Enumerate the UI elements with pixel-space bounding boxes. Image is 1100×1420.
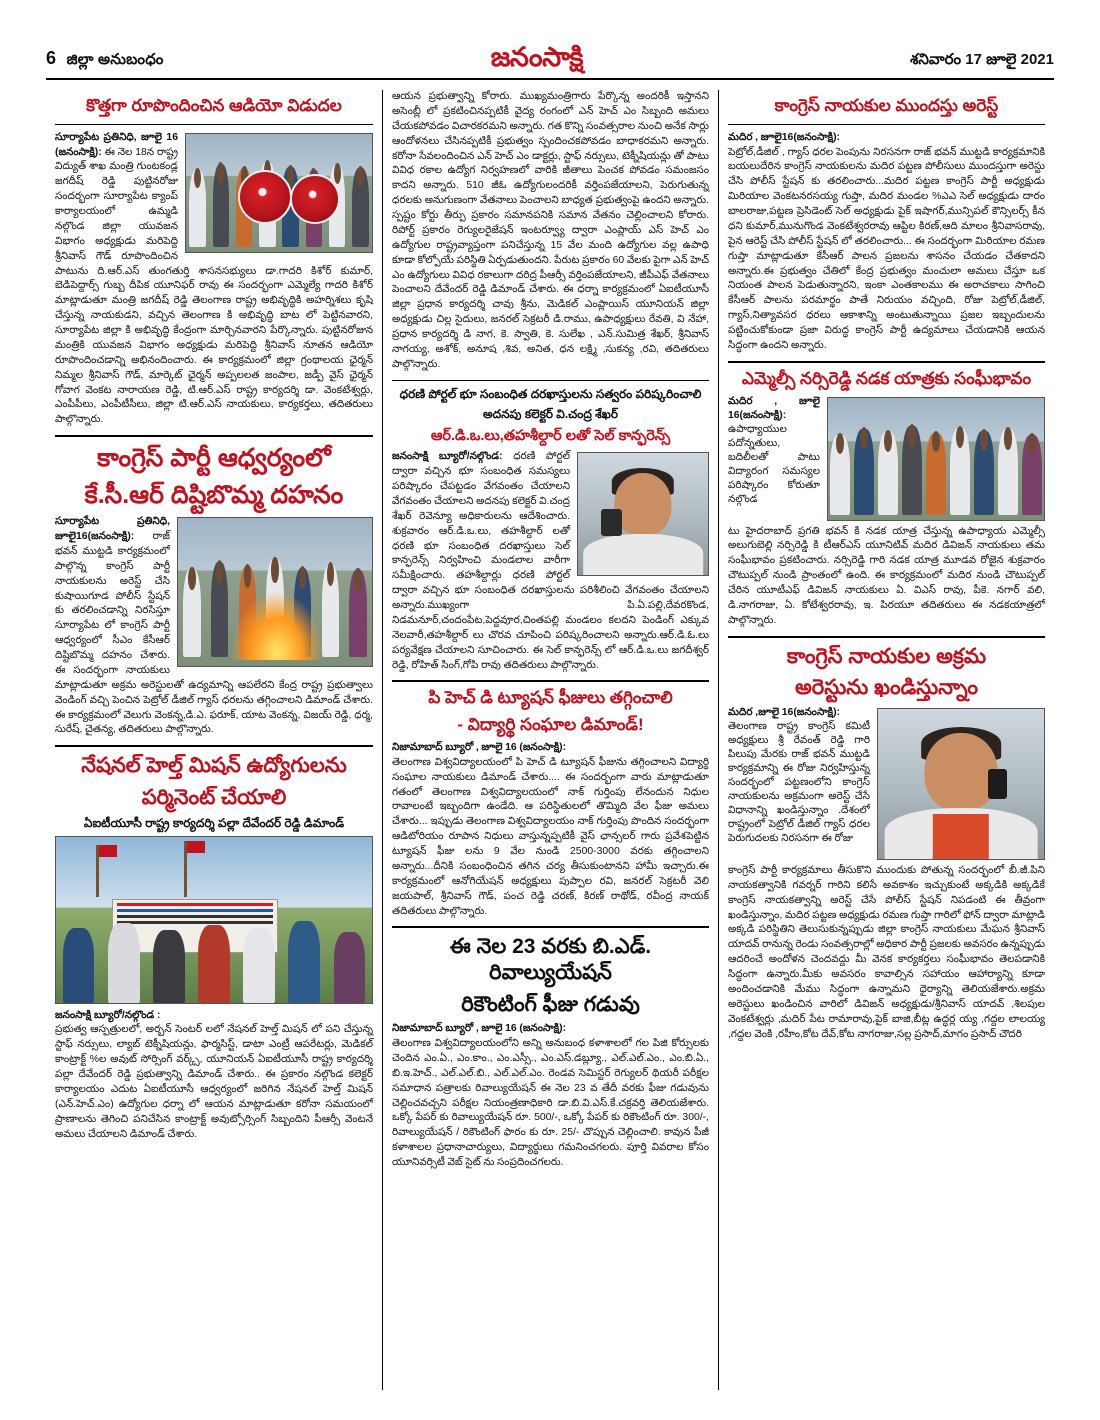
headline-line-1: కాంగ్రెస్ పార్టీ ఆధ్వర్యంలో xyxy=(97,444,331,473)
article-phd-fees xyxy=(392,688,709,919)
dateline: మదిర ,జూలై 16(జనంసాక్షి): xyxy=(728,706,841,718)
headline-line-2: - విద్యార్థి సంఘాల డిమాండ్! xyxy=(457,715,644,735)
body-text: పెట్రోల్,డీజిల్ , గ్యాస్ ధరల పెంపును నిరసనగా రాజ్ భవన్ ముట్టడి కార్యక్రమానికి బయలుదేరిన కాంగ్రెస్ నాయకులను మదిర పట్టణ పోలీసులు ముందస్తుగా అరెస్టు చేసి పోలీస్ స్టేషన్ కు తరలించారు...మదిర పట్టణ కాంగ్రెస్ పార్టీ అధ్యక్షుడు మిరియాల వెంకటనరసయ్య గుప్తా, మదిర మండల %ఎఎ సెల్ అధ్యక్షుడు దారం బాలరాజు,పట్టణ ప్రెసిడెంట్ సెల్ అధ్యక్షుడు పైక్ ఇషాగర్,మున్సిపల్ కౌన్సిలర్స్ కీన ధని కుమార్,మునుగొండ వెంకటేశ్వరరావు ఆప్టిల కిరణ్,ఆది మాలం శ్రీనివాసరావు, పైన ఆరెస్ట్ చేసి పోలీస్ స్టేషన్ లో తరలించారు... ఈ సందర్భంగా మిరియాల రమణ గుప్తా మాట్లాడుతూ కేసీఆర్ పాలన ప్రజలను శాసనం చేయడం చేతకాదని అన్నారు.ఈ ప్రభుత్వం చేతిలో కేంద్ర ప్రభుత్వం మంచులా అమలు చేస్తూ ఒక నియంత పాలన పెడుతున్నారని, ఇంకా ఎంతకాలము ఈ అరాచకాలు సాగించి కేసీఆర్ పాలను పరమార్థం పాతే నిరుయం వచ్చింది, రోజు పెట్రోల్,డీజిల్, గ్యాస్,నిత్యావసర ధరలు ఆకాశాన్ని అంటుతున్నాయి ప్రజల ఇబ్బందులను పట్టించుకోకుండా ప్రజా విరుద్ధ కాంగ్రెస్ పార్టీ ఉద్యమాలు చేయడానికి ఆయన సిద్ధంగా ఉందని అన్నారు. xyxy=(728,146,1045,351)
article-mlc-walkathon xyxy=(728,369,1045,629)
column-grid xyxy=(46,90,1054,1390)
article-photo xyxy=(827,397,1045,521)
article-congress-arrest xyxy=(728,96,1045,354)
section-name: జిల్లా అనుబంధం xyxy=(66,51,164,68)
paper-logo: జనంసాక్షి xyxy=(490,42,583,72)
body-text: ఆయన ప్రభుత్వాన్ని కోరారు. ముఖ్యమంత్రిగారు పేర్కొన్న అందరికీ ఇస్తానని అసెంబ్లీ లో ప్రకటించినప్పటికీ వైద్య రంగంలో ఎన్ హెచ్ ఎం సిబ్బంది అమలు చేయకపోవడం విచారకరమని అన్నారు. గత కొన్ని సంవత్సరాల నుంచి అనేక సార్లు ఆందోళనలు చేసినప్పటికీ ప్రభుత్వం స్పందించకపోవడం బాధాకరమని అన్నారు. కరోనా సేవలందించిన ఎన్ హెచ్ ఎం డాక్టర్లు, స్టాఫ్ నర్సులు, టెక్నీషియన్లు తో పాటు వివిధ రకాల ఉద్యోగ నిర్వహణలో వారికి జీతాలు పెంచక పోవడం సమంజసం కాదని అన్నారు. 510 జీఓ ఉద్యోగులందరికీ వర్తింపజేయాలని, పెరుగుతున్న ధరలకు అనుగుణంగా వేతనాలు పెంచాలని బాధ్యత ప్రభుత్వంపై ఉందని అన్నారు. స్పష్టం కోర్టు తీర్పు ప్రకారం సమానపనికి సమాన వేతనం చెల్లించాలని కోరారు. రిపోర్ట్ ప్రకారం రెగ్యులరైజేషన్ ఇంటర్వ్యూ ద్వారా ఎంప్లాయ్ ఎస్ హెచ్ ఎం ఉద్యోగుల రాష్ట్రవ్యాప్తంగా పనిచేస్తున్న 15 వేల మంది ఉద్యోగుల వల్ల ఉపాధి కూడా కోల్పోయే పరిస్థితి ఏర్పడుతుందని. పేరుట ప్రకారం 60 వేలకు పైగా ఎన్ హెచ్ ఎం ఉద్యోగులు వివిధ రకాలుగా దరిద్ర పీఆర్సీ వర్తింపజేయాలని, జీపీఎఫ్ వేతనాలు పెంచాలని దేవేందర్ రెడ్డి డిమాండ్ చేశారు. ఈ ధర్నా కార్యక్రమంలో ఏఐటీయూసీ జిల్లా ప్రధాన కార్యదర్శి చావు శ్రీను, మెడికల్ ఎంప్లాయిస్ యూనియన్ జిల్లా అధ్యక్షుడు చిల్ల సైదులు, జనరల్ సెక్రటరీ డి.రాము, ఉపాధ్యక్షులు రేవతి, వి నేహా, ప్రధాన కార్యదర్శి డి నాగ, కె. స్వాతి, కె. సులేఖ , ఎన్.సుమిత్ర శేఖర్, శ్రీనివాస్ నాగయ్య, అశోక్, అనూష ,శివ, అనిత, ధన లక్ష్మి ,సుకన్య ,రవి, తదితరులు పాల్గొన్నారు. xyxy=(392,91,709,370)
column-2 xyxy=(382,90,718,1390)
body-text: టు హైదరాబాద్ ప్రగతి భవన్ కి నడక యాత్ర చేస్తున్న ఉపాధ్యాయ ఎమ్మెల్సీ అలుగుబెల్లి నర్సిరెడ్డి కి టీఆర్ఎస్ యూనిటివ్ మదిర డివిజన్ నాయకులు తమ సంఘీభావం ప్రకటించారు. నర్సిరెడ్డి గారి నడక యాత్ర మూడవ రోజైన శుక్రవారం చౌటుప్పల్ నుండి ప్రాంతంలో ఉంది. ఈ కార్యక్రమంలో మదిర నుండి చౌటుప్పల్ చేరిన యూటీఎఫ్ డివిజన్ నాయకులు ఏ. విఎస్ రావు, పీకె. నగార్ వలి, డి.నాగరాజు, ఏ. కోటేశ్వరరావు, ఇ. పిరయూ తదితరులు ఈ నడకయాత్రలో పాల్గొన్నారు. xyxy=(728,525,1045,626)
article-nhm-continued xyxy=(392,90,709,373)
article-photo xyxy=(577,452,709,576)
headline-line-2: పర్మినెంట్ చేయాలి xyxy=(141,785,287,809)
column-1 xyxy=(46,90,382,1390)
body-text: ధరణి పోర్టల్ ద్వారా వచ్చిన భూ సంబంధిత సమస్యలు పరిష్కారం చేపట్టడం వేగవంతం చేయాలని వేగవంతం చేయాలని అదనపు కలెక్టర్ వి.చంద్ర శేఖర్ రెవెన్యూ అధికారులను ఆదేశించారు. శుక్రవారం ఆర్.డి.ఒ.లు, తహశీల్దార్ లతో ధరణి భూ సంబంధిత దరఖాస్తులు సెల్ కాన్ఫరెన్స్ నిర్వహించి మండలాల వారీగా సమీక్షించారు. తహశీల్దార్లు ధరణి పోర్టల్ ద్వారా వచ్చిన భూ సంబంధిత దరఖాస్తులను పరిశీలించి వేగవంతం చేయాలని అన్నారు.ముఖ్యంగా పి.ఏ.పల్లి,దేవరకొండ, నిడమనూర్,చందంపేట,పెద్దవూర,చింతపల్లి మండలం కలదని పెండింగ్ ఎక్కువ నెలవారీ,తహశీల్దార్ లు చొరవ చూపించి పరిష్కరించాలని అన్నారు.ఆర్.డి.ఓ.లు పర్యవేక్షణ చేయాలని సూచించారు. ఈ సెల్ కాన్ఫరెన్స్ లో ఆర్.డి.ఒ.లు జగదీశ్వర్ రెడ్డి, రోహిత్ సింగ్,గోపి రావు తదితరులు పాల్గొన్నారు. xyxy=(392,451,709,671)
masthead-left xyxy=(46,48,164,72)
body-text: తెలంగాణ విశ్వవిద్యాలయంలోని అన్ని అనుబంధ కళాశాలలో గల పిజి కోర్సులకు చెందిన ఎం.ఏ., ఎం.కాం., ఎం.ఎస్సీ., ఎం.ఎస్.డబ్ల్యూ., ఎల్.ఎల్.ఎం., ఎం.బి.ఏ., బి.ఇ.హెచ్., ఎల్.ఎల్.బి., ఎల్.ఎల్.ఎం. రెండవ సెమిస్టర్ రెగ్యులర్ థియరీ పరీక్షల సమాధాన పత్రాలకు రివాల్యుయేషన్ ఈ నెల 23 వ తేదీ వరకు ఫీజు గడువును చెల్లించవచ్చని పరీక్షల నియంత్రణాధికారి డా.బి.వి.ఎస్.కే.చక్రవర్తి తెలియజేశారు. ఒక్కో పేపర్ కు రివాల్యుయేషన్ రూ. 500/-, ఒక్కో పేపర్ కు రికౌంటింగ్ రూ. 300/-, రివాల్యుయేషన్ / రికౌంటింగ్ ఫారం కు రూ. 25/- చొప్పున చెల్లించాలి. కావున పీజీ కళాశాలల ప్రధానాచార్యులు, విద్యార్థులు గమనించగలరు. పూర్తి వివరాల కోసం యూనివర్సిటీ వెబ్ సైట్ ను సంప్రదించగలరు. xyxy=(392,1038,709,1169)
article-photo xyxy=(55,836,373,1004)
body-text: ప్రభుత్వ ఆస్పత్రులలో, అర్బన్ సెంటర్ లలో నేషనల్ హెల్త్ మిషన్ లో పని చేస్తున్న స్టాఫ్ నర్సులు, ల్యాబ్ టెక్నీషియన్లు, ఫార్మసిస్ట్, డాటా ఎంట్రీ ఆపరేటర్లు, మెడికల్ కాంట్రాక్ట్ %ల అవుట్ సోర్సింగ్ వర్క్స్, యూనియన్ ఏఐటీయూసీ రాష్ట్ర కార్యదర్శి పల్లా దేవేందర్ రెడ్డి ప్రభుత్వాన్ని డిమాండ్ చేశారు.. ఈ ప్రకారం నల్గొండ కలెక్టర్ కార్యాలయం ఎదుట ఏఐటీయూసీ ఆధ్వర్యంలో జరిగిన నేషనల్ హెల్త్ మిషన్ (ఎన్.హెచ్.ఎం) ఉద్యోగుల ధర్నా లో ఆయన మాట్లాడుతూ కరోనా సమయంలో ప్రాణాలను తెగించి పనిచేసిన కాంట్రాక్ట్ అవుట్సోర్సింగ్ సిబ్బందిని పీఆర్సీ వెంటనే అమలు చేయాలని డిమాండ్ చేశారు. xyxy=(55,1024,373,1140)
headline-line-2: అరెస్టును ఖండిస్తున్నాం xyxy=(795,676,978,700)
headline-line-2: కే.సీ.ఆర్ దిష్టిబొమ్మ దహనం xyxy=(84,480,344,509)
page-number: 6 xyxy=(46,48,57,68)
article-kcr-effigy xyxy=(55,443,373,738)
dateline: మదిర , జూలై 16(జనంసాక్షి): xyxy=(728,395,820,421)
article-body xyxy=(392,741,709,920)
column-3 xyxy=(718,90,1054,1390)
headline-line-1: ఈ నెల 23 వరకు బి.ఎడ్. రివాల్యుయేషన్ xyxy=(449,935,652,985)
headline-line-1: నేషనల్ హెల్త్ మిషన్ ఉద్యోగులను xyxy=(81,754,347,778)
headline-line-1: కాంగ్రెస్ నాయకుల అక్రమ xyxy=(786,644,987,668)
body-lead-text: తెలంగాణ రాష్ట్ర కాంగ్రెస్ కమిటీ అధ్యక్షులు శ్రీ రేవంత్ రెడ్డి గారి పిలుపు మేరకు రాజ్ భవన్ ముట్టడి కార్యక్రమాన్ని ఈ రోజు నిర్వహిస్తున్న సందర్భంలో పట్టణంలోని కాంగ్రెస్ నాయకులను అక్రమంగా అరెస్ట్ చేసే విధానాన్ని ఖండిస్తున్నాం .దేశంలో రాష్ట్రంలో పెట్రోల్ డీజిల్ గ్యాస్ ధరల పెరుగుదలకు నిరసనగా ఈ రోజు xyxy=(728,720,870,845)
subheadline: ఏఐటీయూసీ రాష్ట్ర కార్యదర్శి పల్లా దేవేందర్ రెడ్డి డిమాండ్ xyxy=(83,815,345,830)
headline-line-2: రికౌంటింగ్ ఫీజు గడువు xyxy=(461,992,640,1016)
body-lead-text: ఉపాధ్యాయుల పదోన్నతులు, బదిలీలతో పాటు విద్యారంగ సమస్యల పరిష్కారం కోరుతూ నల్గొండ xyxy=(728,423,820,505)
article-photo xyxy=(185,133,373,253)
dateline: సూర్యాపేట ప్రతినిధి, జూలై 16 (జనంసాక్షి): xyxy=(55,131,178,158)
article-body xyxy=(728,864,1045,1043)
dateline: జనంసాక్షి బ్యూరో/నల్గొండ : xyxy=(55,1009,161,1021)
body-text: ఈ నెల 18న రాష్ట్ర విద్యుత్ శాఖ మంత్రి గుంటకండ్ల జగదీష్ రెడ్డి పుట్టినరోజు సందర్భంగా సూర్యాపేట క్యాంప్ కార్యాలయంలో ఉమ్మడి నల్గొండ జిల్లా యువజన విభాగం అధ్యక్షుడు మరిపెద్ది శ్రీనివాస్ గౌడ్ రూపొందించిన పాటును ది.ఆర్.ఎస్ తుంగతుర్తి శాసనసభ్యులు డా.గాదరి కిశోర్ కుమార్, బెడిపెద్దార్స్ గుబ్బ దీపిక యూనిఫర్ రావు ఈ సందర్భంగా ఎమ్మెల్యే గాదరి కిశోర్ మాట్లాడుతూ మంత్రి జగదీష్ రెడ్డి తెలంగాణ రాష్ట్ర అభివృద్ధికి అహర్నిశలు కృషి చేస్తున్న నాయకుడని, వచ్చిన తెలంగాణ కి అభివృద్ధి బాట లో పెట్టినవారని, సూర్యాపేట జిల్లా కి అభివృద్ధి కేంద్రంగా మార్చినవారని పేర్కొన్నారు. పుట్టినరోజున మంత్రికి యువజన విభాగం అధ్యక్షుడు మరిపెద్ది శ్రీనివాస్ నూతన ఆడియో రూపొందించడాన్ని అభినందించారు. ఈ కార్యక్రమంలో జిల్లా గ్రంథాలయ ఛైర్మన్ నిమ్మల శ్రీనివాస్ గౌడ్, మార్కెట్ ఛైర్మన్ అప్పలలత జంపాల, జడ్పీ వైస్ ఛైర్మన్ గోవాగ వెంకట నారాయణ రెడ్డి, టి.ఆర్.ఎస్ రాష్ట్ర కార్యదర్శి డా. వెంకటేశ్వర్లు, ఎంపీపీలు, ఎంపీటీసీలు, జిల్లా టి.ఆర్.ఎస్ నాయకులు, కార్యకర్తలు, తదితరులు పాల్గొన్నారు. xyxy=(55,146,373,426)
article-audio-release xyxy=(55,96,373,428)
subheadline-2: అదనపు కలెక్టర్ వి.చంద్ర శేఖర్ xyxy=(483,406,618,421)
masthead xyxy=(46,34,1054,80)
headline: కాంగ్రెస్ నాయకుల ముందస్తు అరెస్ట్ xyxy=(774,96,999,115)
article-body xyxy=(55,1009,373,1143)
dateline: జనంసాక్షి బ్యూరో/నల్గొండ: xyxy=(392,451,503,463)
dateline: నిజామాబాద్ బ్యూరో , జూలై 16 (జనంసాక్షి): xyxy=(392,741,567,753)
dateline: సూర్యాపేట ప్రతినిధి, జూలై16(జనంసాక్షి): xyxy=(55,516,170,543)
article-body xyxy=(728,131,1045,354)
article-body xyxy=(392,90,709,373)
issue-date: శనివారం 17 జూలై 2021 xyxy=(910,51,1054,68)
article-bed-revaluation xyxy=(392,934,709,1171)
headline-line-1: పి హెచ్ డి ట్యూషన్ ఫీజులు తగ్గించాలి xyxy=(428,688,673,708)
body-text: తెలంగాణ విశ్వవిద్యాలయంలో పి హెచ్ డి ట్యూషన్ ఫీజును తగ్గించాలని విద్యార్థి సంఘాల నాయకులు డిమాండ్ చేశారు.... ఈ సందర్భంగా వారు మాట్లాడుతూ గతంలో తెలంగాణ విశ్వవిద్యాలయంలో నాక్ గుర్తింపు లేనందున నిధుల రావాలంటే ఇబ్బందిగా ఉండేది. ఆ పరిస్థితులలో తొమ్మిది వేల ఫీజు అమలు చేశారు... ఇప్పుడు తెలంగాణ విశ్వవిద్యాలయం నాక్ గుర్తింపు పొందిన సందర్భంగా ఆడిటోరియం రూపాన నిధులు వాస్తున్నప్పటికీ వైస్ ఛాన్సలర్ గారు ప్రవేశపెట్టిన ట్యూషన్ ఫీజు లను 9 వేల నుండి 2500-3000 వరకు తగ్గించాలని అన్నారు...దీనికి సంబంధించిన తగిన చర్య తీసుకుంటానని హామీ ఇచ్చారు.ఈ కార్యక్రమంలో ఆనోగియేషన్ అధ్యక్షులు పుప్పాల రవి, జనరల్ సెక్రటరీ వెలి జయపాల్, శ్రీనివాస్ గౌడ్, పంచ రెడ్డి చరణ్, కిరణ్ రాథోడ్, రవీంద్ర నాయక్ తదితరులు పాల్గొన్నారు. xyxy=(392,756,709,917)
dateline: నిజామాబాద్ బ్యూరో , జూలై 16 (జనంసాక్షి): xyxy=(392,1023,567,1035)
article-photo xyxy=(177,517,373,667)
body-text: కాంగ్రెస్ పార్టీ కార్యక్రమాలు తీసుకొని ముందుకు పోతున్న సందర్భంలో బీ.జీ.పిని నాయకత్వానికి గవర్నర్ గారిని కలిసే అవకాశం ఇచ్చుకుంటే అక్కడికి అక్కడికే కాంగ్రెస్ నాయకత్వాన్ని అరెస్ట్ చేసే పోలీస్ స్టేషన్ నిపడంటి ఈ తీవ్రంగా ఖండిస్తున్నాం, మదిర పట్టణ అధ్యక్షుడు రమణ గుప్తా గారిలో ఫోన్ ద్వారా మాట్లాడి అక్కడి పరిస్థితిని తెలుసుకున్నప్పుడు జిల్లా కాంగ్రెస్ నాయకులు మేఘన శ్రీనివాస్ యాదవ్ రానున్న రెండు సంవత్సరాల్లో అధికార పార్టీ ప్రజలకు అవసరం ఉన్నప్పుడు ఆదరించే అందోళన చెందవద్దు మీ వెనక కార్యకర్తలు సంఘీభావం తెలపడానికి సిద్ధంగా ఉన్నారు.మీకు అవసరం కావాల్సిన సహాయం ఆహార్యాన్ని కూడా అందించడానికి మేము సిద్ధంగా ఉన్నామని ధైర్యాన్ని తెలియజేశారు.అక్రమ అరెస్టులు ఖండించిన వారిలో డివిజన్ అధ్యక్షుడు/శ్రీనివాస్ యాదవ్ ,శిలపుల వెంకటేశ్వర్లు ,మదిర్ పేట రామారావు,పైక్ బాజి,బీట్ల ఉద్ధర్ల య్య ,గద్దల లాలయ్య ,గద్దల వెంకి ,రహీం,కోట దేవ్,కోట నాగరాజు,సల్ల ప్రసాద్,మాగం ప్రసాద్ చౌదరి xyxy=(728,864,1045,1040)
body-text: రాజ్ భవన్ ముట్టడి కార్యక్రమంలో పాల్గొన్న కాంగ్రెస్ పార్టీ నాయకులను అరెస్ట్ చేసి కుషాయిగూడ పోలీస్ స్టేషన్ కు తరలించడాన్ని నిరసిస్తూ సూర్యాపేట లో కాంగ్రెస్ పార్టీ ఆధ్వర్యంలో సీఎం కేసీఆర్ దిష్టిబొమ్మ దహనం చేశారు. ఈ సందర్భంగా నాయకులు మాట్లాడుతూ అక్రమ అరెస్టులతో ఉద్యమాన్ని ఆపలేరని కేంద్ర రాష్ట్ర ప్రభుత్వాలు వెండింగ్ వచ్చి పెంచిన పెట్రోల్ డీజిల్ గ్యాస్ ధరలను తగ్గించాలని డిమాండ్ చేశారు. ఈ కార్యక్రమంలో వెలుగు వెంకన్న,డి.ఎ. ఫరూక్, యాట వెంకన్న, విజయ్ రెడ్డి, ధర్మ, సురేష్, చైతన్య, తదితరులు పాల్గొన్నారు. xyxy=(55,531,373,736)
headline: కొత్తగా రూపొందించిన ఆడియో విడుదల xyxy=(86,96,342,115)
article-body xyxy=(728,525,1045,629)
article-condemn-arrests xyxy=(728,644,1045,1043)
headline: ఎమ్మెల్సీ నర్సిరెడ్డి నడక యాత్రకు సంఘీభావం xyxy=(741,368,1032,388)
article-photo xyxy=(877,708,1045,860)
dateline: మదిర , జూలై16(జనంసాక్షి): xyxy=(728,131,841,143)
article-body xyxy=(392,1022,709,1171)
headline: ఆర్.డి.ఒ.లు,తహశీల్దార్ లతో సెల్ కాన్ఫరెన్స్ xyxy=(430,427,671,444)
article-dharani-portal xyxy=(392,387,709,674)
article-nhm-permanent xyxy=(55,753,373,1142)
subheadline-1: ధరణి పోర్టల్ భూ సంబంధిత దరఖాస్తులను సత్వరం పరిష్కరించాలి xyxy=(399,386,702,401)
